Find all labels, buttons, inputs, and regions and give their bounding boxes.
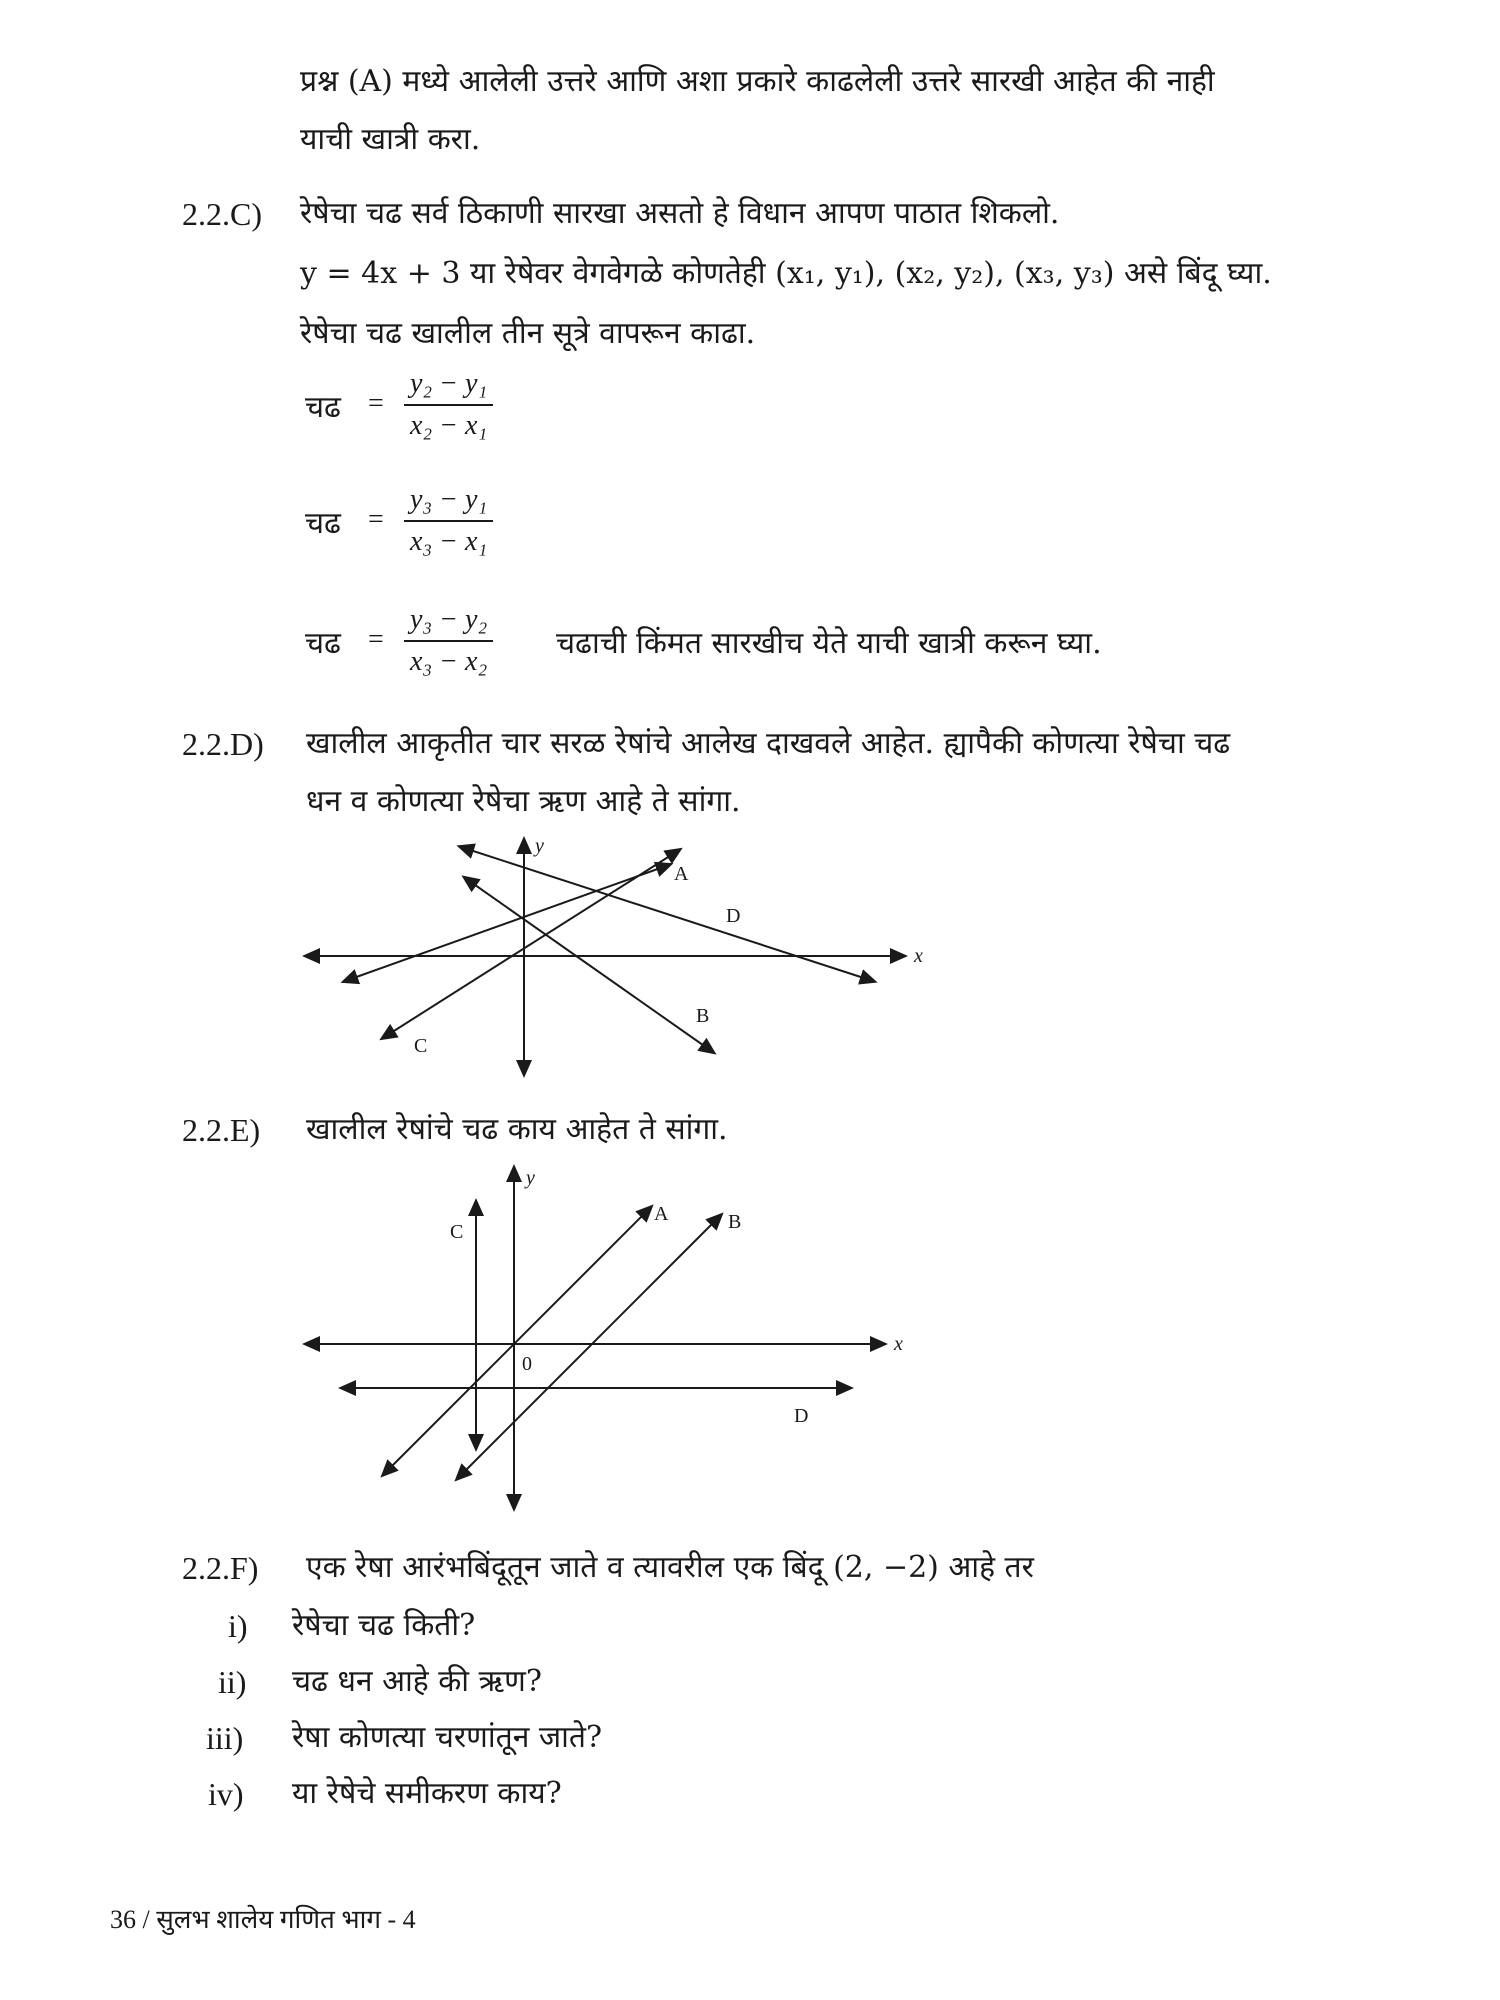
- question-number-2-2-e: 2.2.E): [182, 1112, 261, 1148]
- q22c-line-3: रेषेचा चढ खालील तीन सूत्रे वापरून काढा.: [300, 316, 756, 351]
- origin-label: 0: [522, 1353, 532, 1375]
- question-number-2-2-f: 2.2.F): [182, 1550, 259, 1586]
- formula-2-equals: =: [368, 504, 384, 535]
- q22f-line-1: एक रेषा आरंभबिंदूतून जाते व त्यावरील एक बिंदू (2, −2) आहे तर: [306, 1550, 1034, 1585]
- x-axis-label: x: [914, 945, 923, 967]
- q22f-item-2-text: चढ धन आहे की ऋण?: [292, 1664, 542, 1699]
- q22f-item-4-text: या रेषेचे समीकरण काय?: [292, 1776, 562, 1811]
- slope-formula-3: [404, 604, 493, 678]
- line-c: [386, 852, 676, 1036]
- formula-3-denominator: x₃ − x₂: [410, 646, 488, 677]
- question-number-2-2-d: 2.2.D): [182, 726, 264, 762]
- formula-2-label: चढ: [305, 506, 341, 541]
- intro-line-1: प्रश्न (A) मध्ये आलेली उत्तरे आणि अशा प्रकारे काढलेली उत्तरे सारखी आहेत की नाही: [300, 64, 1215, 99]
- line-a: [386, 1210, 648, 1472]
- q22f-item-1-text: रेषेचा चढ किती?: [292, 1608, 476, 1643]
- line-b-label: B: [728, 1211, 742, 1233]
- formula-1-equals: =: [368, 388, 384, 419]
- line-a-label: A: [674, 863, 689, 885]
- line-c-label: C: [450, 1221, 464, 1243]
- q22c-line-1: रेषेचा चढ सर्व ठिकाणी सारखा असतो हे विधान आपण पाठात शिकलो.: [300, 196, 1060, 231]
- line-a: [348, 866, 666, 980]
- x-axis-label: x: [894, 1333, 903, 1355]
- intro-line-2: याची खात्री करा.: [300, 122, 481, 157]
- slope-formula-1: [404, 368, 493, 442]
- q22f-item-2-number: ii): [218, 1664, 247, 1700]
- line-c-label: C: [414, 1035, 428, 1057]
- formula-3-label: चढ: [305, 626, 341, 661]
- page-footer: 36 / सुलभ शालेय गणित भाग - 4: [110, 1905, 416, 1934]
- q22c-line-2: y = 4x + 3 या रेषेवर वेगवेगळे कोणतेही (x₁, y₁), (x₂, y₂), (x₃, y₃) असे बिंदू घ्या.: [300, 256, 1272, 291]
- y-axis-label: y: [526, 1167, 535, 1189]
- formula-1-denominator: x₂ − x₁: [410, 410, 488, 441]
- q22f-item-1-number: i): [228, 1608, 248, 1644]
- line-b: [460, 1218, 718, 1476]
- formula-1-numerator: y₂ − y₁: [404, 368, 493, 406]
- formula-1-label: चढ: [305, 390, 341, 425]
- formula-2-numerator: y₃ − y₁: [404, 484, 493, 522]
- q22f-item-3-number: iii): [206, 1720, 244, 1756]
- y-axis-label: y: [535, 835, 544, 857]
- line-b-label: B: [696, 1005, 710, 1027]
- q22e-line-1: खालील रेषांचे चढ काय आहेत ते सांगा.: [306, 1112, 728, 1147]
- q22d-line-2: धन व कोणत्या रेषेचा ऋण आहे ते सांगा.: [306, 784, 741, 819]
- formula-3-equals: =: [368, 624, 384, 655]
- line-a-label: A: [654, 1203, 669, 1225]
- q22c-note: चढाची किंमत सारखीच येते याची खात्री करून घ्या.: [556, 626, 1102, 661]
- slope-formula-2: [404, 484, 493, 558]
- formula-2-denominator: x₃ − x₁: [410, 526, 488, 557]
- line-d-label: D: [726, 905, 741, 927]
- q22f-item-3-text: रेषा कोणत्या चरणांतून जाते?: [292, 1720, 603, 1755]
- q22d-line-1: खालील आकृतीत चार सरळ रेषांचे आलेख दाखवले आहेत. ह्यापैकी कोणत्या रेषेचा चढ: [306, 726, 1231, 761]
- formula-3-numerator: y₃ − y₂: [404, 604, 493, 642]
- question-number-2-2-c: 2.2.C): [182, 196, 262, 232]
- line-b: [468, 880, 710, 1050]
- q22f-item-4-number: iv): [208, 1776, 244, 1812]
- figure-2-2-e: [300, 1162, 940, 1522]
- line-d-label: D: [794, 1405, 809, 1427]
- figure-2-2-d: [300, 830, 940, 1080]
